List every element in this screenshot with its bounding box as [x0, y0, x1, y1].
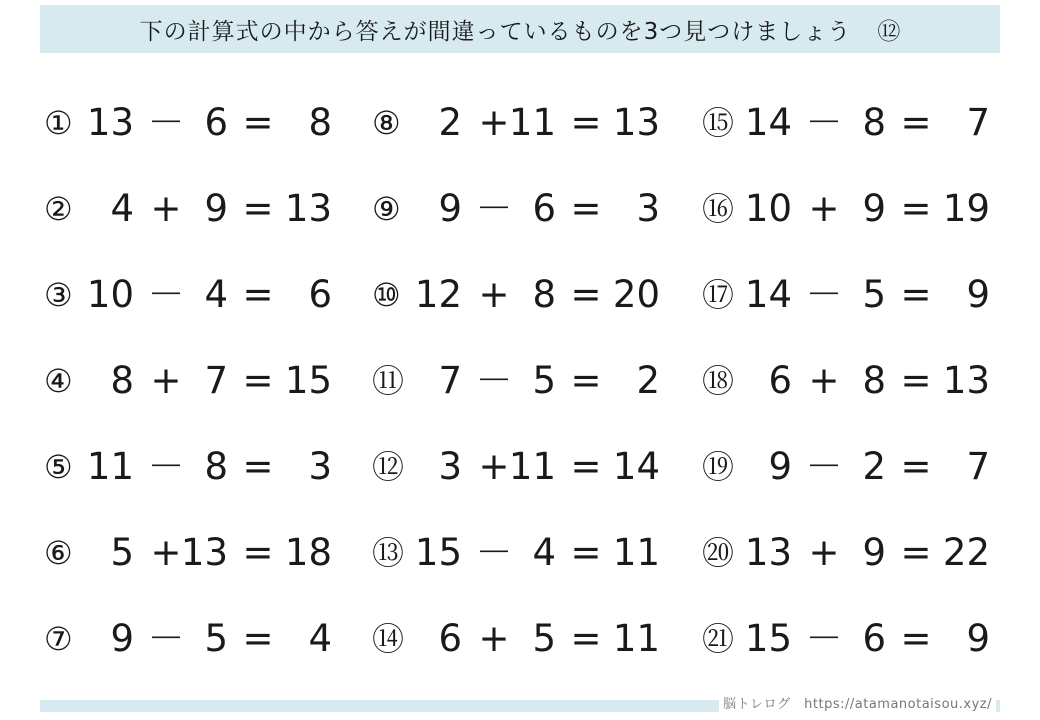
problem-item: [372, 338, 672, 424]
operator: －: [805, 101, 843, 144]
problem-item: [44, 166, 344, 252]
operand-b: 5: [532, 617, 556, 660]
problem-item: [372, 510, 672, 596]
answer: 6: [308, 273, 332, 316]
operand-a: 9: [768, 445, 792, 488]
operator: －: [147, 445, 185, 488]
operator: +: [478, 445, 510, 488]
operand-b: 5: [532, 359, 556, 402]
equals-sign: =: [570, 617, 602, 660]
equals-sign: =: [242, 445, 274, 488]
answer: 9: [966, 273, 990, 316]
answer: 18: [284, 531, 332, 574]
operand-b: 8: [862, 101, 886, 144]
answer: 11: [612, 531, 660, 574]
operand-b: 6: [204, 101, 228, 144]
worksheet-number-badge: ⑫: [877, 18, 901, 45]
operand-b: 5: [862, 273, 886, 316]
answer: 14: [612, 445, 660, 488]
answer: 9: [966, 617, 990, 660]
operand-b: 11: [508, 101, 556, 144]
equals-sign: =: [900, 445, 932, 488]
equals-sign: =: [900, 273, 932, 316]
operator: －: [805, 273, 843, 316]
footer-credit: 脳トレログ https://atamanotaisou.xyz/: [719, 693, 996, 712]
operand-b: 13: [180, 531, 228, 574]
problem-item: [702, 80, 1002, 166]
operator: +: [808, 187, 840, 230]
problem-number: ⑨: [372, 190, 401, 228]
operand-a: 4: [110, 187, 134, 230]
answer: 3: [308, 445, 332, 488]
operator: +: [150, 531, 182, 574]
answer: 11: [612, 617, 660, 660]
operand-b: 6: [862, 617, 886, 660]
problem-row: [0, 424, 1040, 510]
problem-number: ㉑: [702, 620, 735, 658]
operand-a: 10: [86, 273, 134, 316]
problem-item: [44, 338, 344, 424]
equals-sign: =: [570, 445, 602, 488]
operand-a: 6: [768, 359, 792, 402]
problem-number: ⑭: [372, 620, 405, 658]
operand-a: 13: [86, 101, 134, 144]
answer: 13: [612, 101, 660, 144]
operand-b: 9: [204, 187, 228, 230]
operator: +: [808, 531, 840, 574]
operator: +: [150, 187, 182, 230]
problem-item: [702, 252, 1002, 338]
problem-row: [0, 338, 1040, 424]
operand-b: 2: [862, 445, 886, 488]
problem-row: [0, 252, 1040, 338]
operator: +: [478, 617, 510, 660]
problem-row: [0, 166, 1040, 252]
problem-number: ⑳: [702, 534, 735, 572]
operand-a: 10: [744, 187, 792, 230]
problem-row: [0, 510, 1040, 596]
problem-item: [372, 166, 672, 252]
equals-sign: =: [242, 617, 274, 660]
problem-number: ⑯: [702, 190, 735, 228]
problem-item: [44, 510, 344, 596]
answer: 3: [636, 187, 660, 230]
operand-a: 13: [744, 531, 792, 574]
operand-b: 4: [204, 273, 228, 316]
operand-b: 9: [862, 187, 886, 230]
operator: －: [147, 273, 185, 316]
problem-number: ③: [44, 276, 73, 314]
problem-number: ⑮: [702, 104, 735, 142]
problem-number: ①: [44, 104, 73, 142]
answer: 8: [308, 101, 332, 144]
operand-a: 12: [414, 273, 462, 316]
problem-item: [372, 252, 672, 338]
operand-a: 6: [438, 617, 462, 660]
equals-sign: =: [570, 531, 602, 574]
operand-a: 9: [110, 617, 134, 660]
problem-item: [44, 252, 344, 338]
equals-sign: =: [242, 187, 274, 230]
answer: 19: [942, 187, 990, 230]
equals-sign: =: [570, 101, 602, 144]
problem-number: ⑩: [372, 276, 401, 314]
equals-sign: =: [900, 617, 932, 660]
answer: 13: [284, 187, 332, 230]
equals-sign: =: [242, 101, 274, 144]
answer: 7: [966, 101, 990, 144]
equals-sign: =: [900, 531, 932, 574]
equals-sign: =: [242, 359, 274, 402]
operator: +: [808, 359, 840, 402]
operator: +: [478, 273, 510, 316]
answer: 22: [942, 531, 990, 574]
operand-a: 5: [110, 531, 134, 574]
problem-item: [702, 510, 1002, 596]
problem-item: [702, 338, 1002, 424]
operand-a: 15: [414, 531, 462, 574]
problem-number: ⑧: [372, 104, 401, 142]
operand-a: 9: [438, 187, 462, 230]
operand-a: 14: [744, 273, 792, 316]
problem-row: [0, 596, 1040, 682]
operator: －: [475, 531, 513, 574]
equals-sign: =: [570, 273, 602, 316]
problem-item: [44, 80, 344, 166]
problem-item: [44, 596, 344, 682]
problem-item: [372, 424, 672, 510]
operand-a: 8: [110, 359, 134, 402]
problem-number: ⑲: [702, 448, 735, 486]
problem-number: ⑦: [44, 620, 73, 658]
operand-b: 4: [532, 531, 556, 574]
problem-number: ⑥: [44, 534, 73, 572]
operand-a: 14: [744, 101, 792, 144]
problem-number: ⑪: [372, 362, 405, 400]
operand-a: 7: [438, 359, 462, 402]
problem-item: [372, 80, 672, 166]
equals-sign: =: [570, 359, 602, 402]
operand-b: 8: [532, 273, 556, 316]
operand-a: 3: [438, 445, 462, 488]
problem-number: ⑬: [372, 534, 405, 572]
problem-number: ⑫: [372, 448, 405, 486]
answer: 4: [308, 617, 332, 660]
problem-number: ⑱: [702, 362, 735, 400]
problem-item: [702, 166, 1002, 252]
equals-sign: =: [900, 101, 932, 144]
operand-b: 6: [532, 187, 556, 230]
answer: 13: [942, 359, 990, 402]
operand-a: 2: [438, 101, 462, 144]
operator: －: [805, 445, 843, 488]
answer: 15: [284, 359, 332, 402]
answer: 7: [966, 445, 990, 488]
operator: +: [150, 359, 182, 402]
operator: －: [147, 617, 185, 660]
problem-number: ②: [44, 190, 73, 228]
operand-a: 15: [744, 617, 792, 660]
problem-item: [372, 596, 672, 682]
equals-sign: =: [900, 187, 932, 230]
problem-number: ⑰: [702, 276, 735, 314]
operator: －: [475, 187, 513, 230]
page-title: 下の計算式の中から答えが間違っているものを3つ見つけましょう: [139, 18, 852, 45]
operand-b: 11: [508, 445, 556, 488]
answer: 2: [636, 359, 660, 402]
answer: 20: [612, 273, 660, 316]
operand-b: 8: [862, 359, 886, 402]
problem-number: ④: [44, 362, 73, 400]
equals-sign: =: [570, 187, 602, 230]
operand-b: 9: [862, 531, 886, 574]
operator: +: [478, 101, 510, 144]
problem-item: [44, 424, 344, 510]
problem-number: ⑤: [44, 448, 73, 486]
equals-sign: =: [900, 359, 932, 402]
problem-item: [702, 424, 1002, 510]
operand-b: 5: [204, 617, 228, 660]
operand-b: 7: [204, 359, 228, 402]
operand-a: 11: [86, 445, 134, 488]
equals-sign: =: [242, 273, 274, 316]
equals-sign: =: [242, 531, 274, 574]
operator: －: [805, 617, 843, 660]
operator: －: [147, 101, 185, 144]
operand-b: 8: [204, 445, 228, 488]
title-bar: [40, 5, 1000, 53]
problem-item: [702, 596, 1002, 682]
operator: －: [475, 359, 513, 402]
problem-row: [0, 80, 1040, 166]
